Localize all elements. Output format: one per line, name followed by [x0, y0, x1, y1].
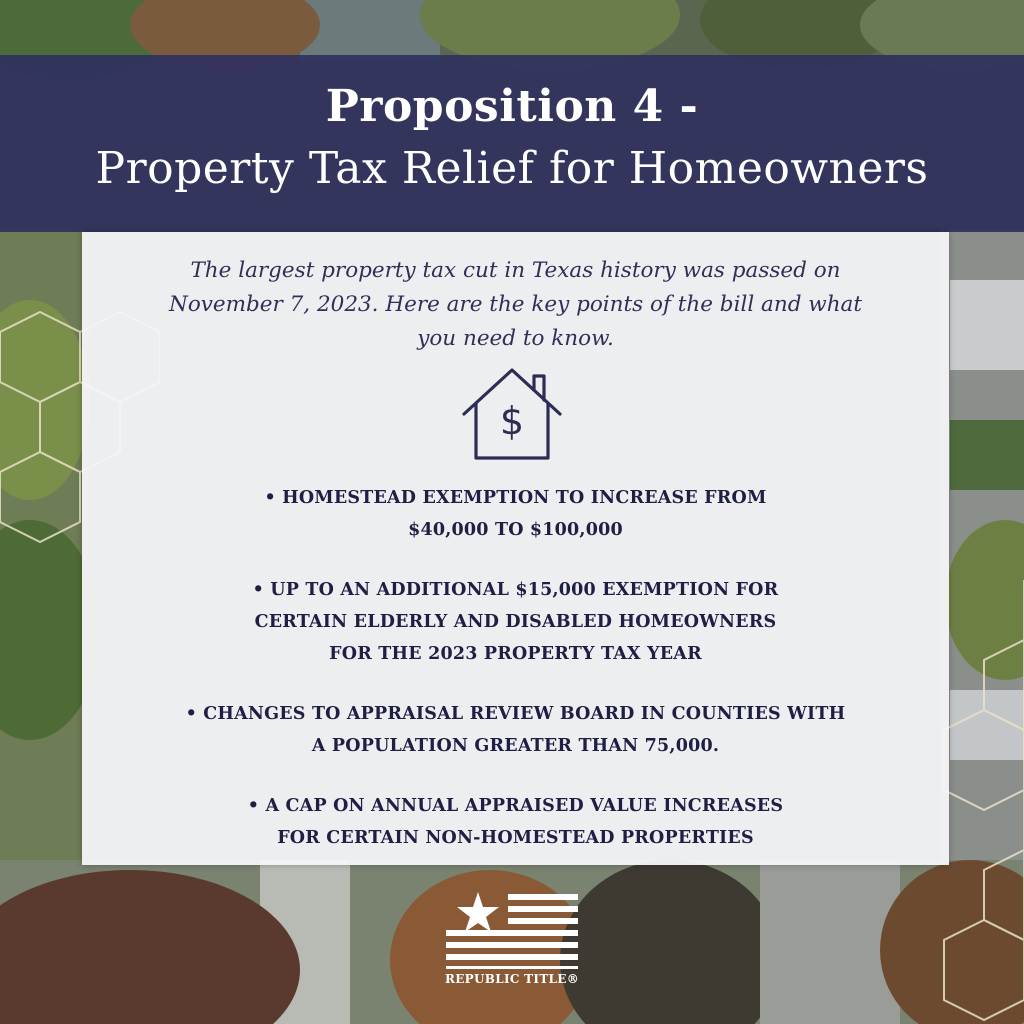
logo-text: REPUBLIC TITLE®: [444, 972, 580, 986]
key-point-line: • HOMESTEAD EXEMPTION TO INCREASE FROM: [264, 488, 767, 508]
key-point-line: • CHANGES TO APPRAISAL REVIEW BOARD IN COUNTIES WITH: [185, 704, 846, 724]
key-point: [102, 790, 929, 854]
key-point-line: $40,000 TO $100,000: [408, 520, 623, 540]
content-panel: [82, 232, 949, 865]
key-point-line: FOR THE 2023 PROPERTY TAX YEAR: [329, 644, 702, 664]
house-dollar-icon: [460, 364, 564, 464]
key-point-line: CERTAIN ELDERLY AND DISABLED HOMEOWNERS: [254, 612, 777, 632]
hexagon-pattern-right: [940, 580, 1024, 1024]
key-point-line: FOR CERTAIN NON-HOMESTEAD PROPERTIES: [277, 828, 754, 848]
title-line-2: Property Tax Relief for Homeowners: [95, 143, 929, 194]
intro-text: [142, 254, 889, 356]
key-point-line: A POPULATION GREATER THAN 75,000.: [311, 736, 720, 756]
intro-line-3: you need to know.: [417, 326, 614, 351]
key-points-list: [102, 482, 929, 882]
key-point: [102, 482, 929, 546]
svg-text:$: $: [499, 399, 525, 443]
title-banner: [0, 55, 1024, 232]
title-line-1: Proposition 4 -: [325, 81, 699, 132]
key-point-line: • A CAP ON ANNUAL APPRAISED VALUE INCREASES: [247, 796, 784, 816]
key-point: [102, 574, 929, 670]
key-point-line: • UP TO AN ADDITIONAL $15,000 EXEMPTION FOR: [252, 580, 779, 600]
intro-line-2: November 7, 2023. Here are the key points of the bill and what: [169, 292, 862, 317]
intro-line-1: The largest property tax cut in Texas history was passed on: [190, 258, 841, 283]
key-point: [102, 698, 929, 762]
